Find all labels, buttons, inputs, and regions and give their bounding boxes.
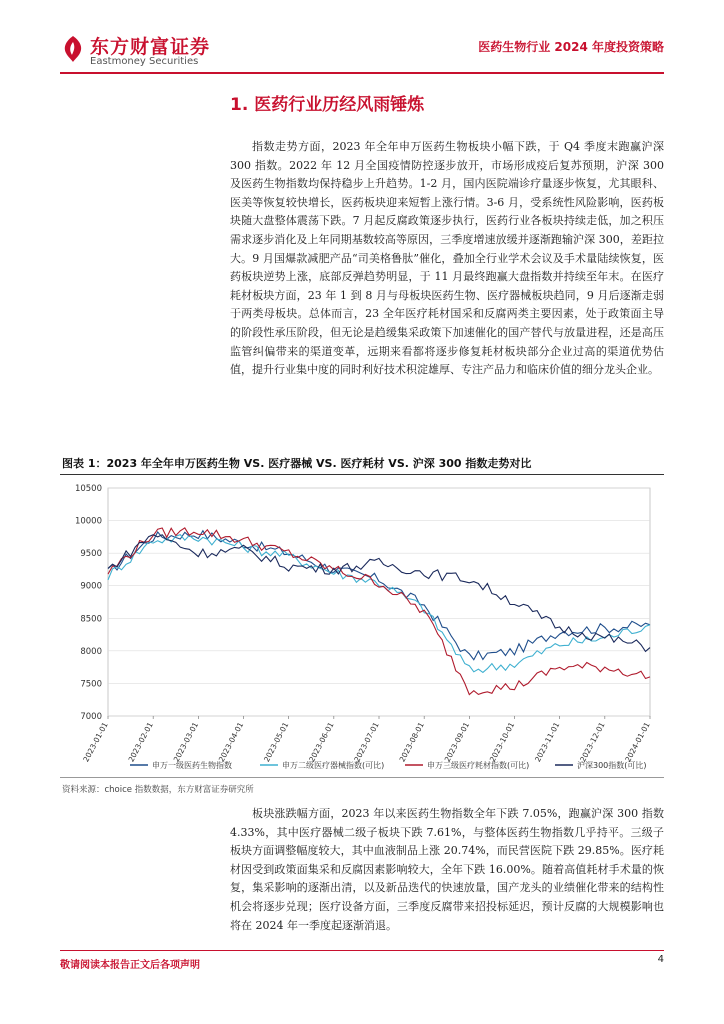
section-title: 1. 医药行业历经风雨锤炼 [230,95,425,115]
index-trend-chart [60,476,664,776]
figure-source-note: 资料来源：choice 指数数据，东方财富证券研究所 [62,785,254,795]
figure-title: 图表 1：2023 年全年申万医药生物 VS. 医疗器械 VS. 医疗耗材 VS. 沪深 300 指数走势对比 [62,457,532,470]
y-tick-label: 7000 [80,712,102,722]
y-tick-label: 8000 [80,646,102,657]
legend-label: 申万一级医药生物指数 [152,761,232,770]
eastmoney-logo-icon [60,35,86,63]
chart-svg [60,476,664,776]
legend-label: 申万二级医疗器械指数(可比) [282,761,385,770]
x-tick-label: 2023-12-01 [578,720,607,764]
x-tick-label: 2023-11-01 [533,720,562,764]
x-axis-ticks [81,716,652,763]
header-divider [60,72,664,74]
y-tick-label: 9500 [80,549,102,560]
x-tick-label: 2023-02-01 [126,720,155,764]
series-line-1 [108,535,650,673]
figure-bottom-divider [60,777,664,778]
x-tick-label: 2023-05-01 [262,720,291,764]
legend-label: 沪深300指数(可比) [577,761,647,770]
chart-legend [130,760,647,770]
x-tick-label: 2023-04-01 [216,720,246,764]
y-tick-label: 9000 [80,581,102,592]
series-line-0 [108,531,650,660]
plot-area-frame [108,488,650,716]
legend-label: 申万三级医疗耗材指数(可比) [427,761,530,770]
x-tick-label: 2023-07-01 [352,720,381,764]
x-tick-label: 2023-01-01 [81,720,110,764]
x-tick-label: 2023-06-01 [307,720,336,764]
x-tick-label: 2023-10-01 [487,720,517,764]
body-paragraph-index-trend: 指数走势方面，2023 年全年申万医药生物板块小幅下跌，于 Q4 季度末跑赢沪深 300 指数。2022 年 12 月全国疫情防控逐步放开，市场形成疫后复苏预期，沪深 300 及医药生物指数均保持稳步上升趋势。1-2 月，国内医院端诊疗量逐步恢复，尤其眼科、医美等恢复较快增长，医药板块迎来短暂上涨行情。3-6 月，受系统性风险影响，医药板块随大盘整体震荡下跌。7 月起反腐政策逐步执行，医药行业各板块持续走低，加之积压需求逐步消化及上年同期基数较高等原因，三季度增速放缓并逐渐跑输沪深 300，差距拉大。9 月国爆款减肥产品“司美格鲁肽”催化，叠加全行业学术会议及手术量陆续恢复，医药板块逆势上涨，底部反弹趋势明显，于 11 月最终跑赢大盘指数并持续至年末。在医疗耗材板块方面，23 年 1 到 8 月与母板块医药生物、医疗器械板块趋同，9 月后逐渐走弱于两类母板块。总体而言，23 全年医疗耗材国采和反腐两类主要因素，处于政策面主导的阶段性承压阶段，但无论是趋缓集采政策下加速催化的国产替代与放量进程，还是高压监管纠偏带来的渠道变革，远期来看都将逐步修复耗材板块部分企业过高的渠道优势估值，提升行业集中度的同时利好技术积淀雄厚、专注产品力和临床价值的细分龙头企业。 [230,140,664,377]
y-tick-label: 7500 [80,679,102,690]
figure-top-divider [60,474,664,475]
y-tick-label: 10500 [74,484,102,494]
chart-gridlines [108,488,650,716]
footer-divider [60,950,664,951]
y-axis-ticks [75,484,102,722]
body-paragraph-sector-performance: 板块涨跌幅方面，2023 年以来医药生物指数全年下跌 7.05%，跑赢沪深 300 指数 4.33%，其中医疗器械二级子板块下跌 7.61%，与整体医药生物指数几乎持平。三级子板块方面调整幅度较大，其中血液制品上涨 20.74%，而民营医院下跌 29.85%。医疗耗材因受到政策面集采和反腐因素影响较大，全年下跌 16.00%。随着高值耗材手术量的恢复，集采影响的逐渐出清，以及新品迭代的快速放量，国产龙头的业绩催化带来的结构性机会将逐步兑现；医疗设备方面，三季度反腐带来招投标延迟，预计反腐的大规模影响也将在 2024 年一季度起逐渐消退。 [230,807,664,932]
x-tick-label: 2023-09-01 [442,720,472,764]
brand-name-cn: 东方财富证券 [90,36,211,58]
y-tick-label: 10000 [74,516,102,527]
x-tick-label: 2023-08-01 [397,720,426,764]
footer-disclaimer: 敬请阅读本报告正文后各项声明 [60,960,200,971]
page-number: 4 [657,954,664,965]
report-title: 医药生物行业 2024 年度投资策略 [478,40,664,54]
x-tick-label: 2023-03-01 [171,720,201,764]
x-tick-label: 2024-01-01 [623,720,652,764]
y-tick-label: 8500 [80,614,102,625]
series-line-3 [108,535,650,652]
brand-name-en: Eastmoney Securities [90,56,199,67]
